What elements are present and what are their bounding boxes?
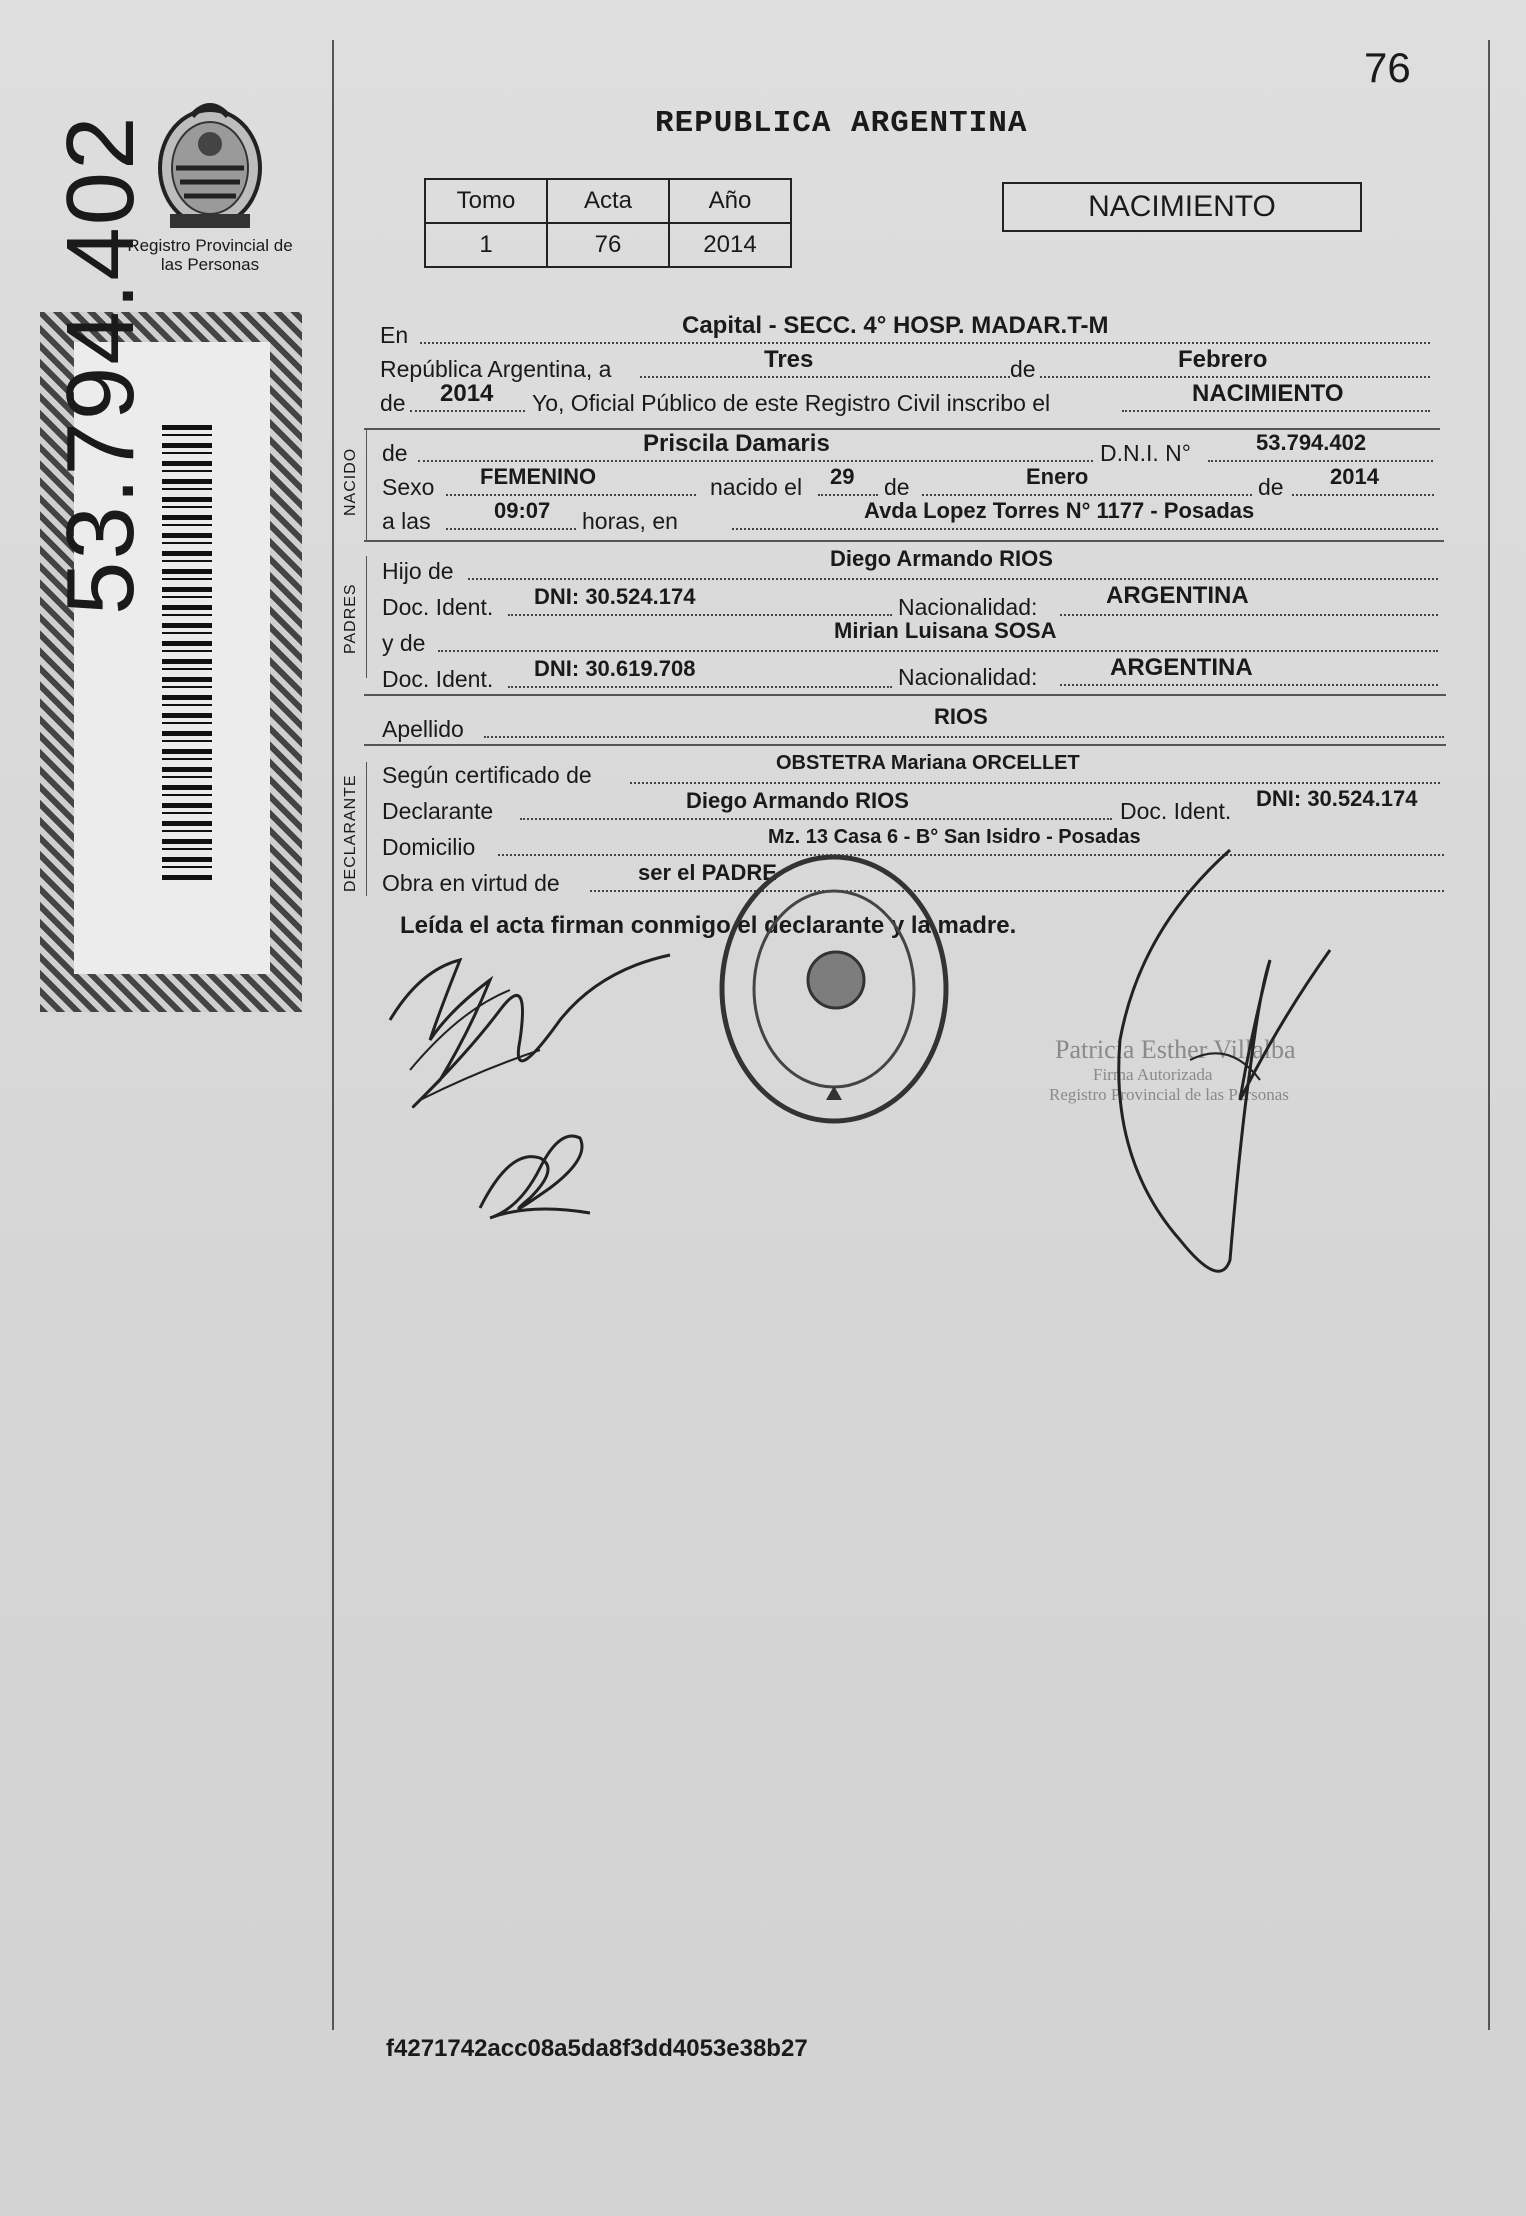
anio-header: Año bbox=[669, 179, 791, 223]
official-title: Firma Autorizada bbox=[1093, 1065, 1213, 1084]
de-label: de bbox=[382, 440, 408, 466]
dotted-line bbox=[446, 528, 576, 530]
child-sex: FEMENINO bbox=[480, 464, 597, 489]
dotted-line bbox=[922, 494, 1252, 496]
declarante-label: Declarante bbox=[382, 798, 494, 824]
registration-year: 2014 bbox=[440, 380, 494, 407]
section-bracket bbox=[366, 762, 367, 896]
dotted-line bbox=[818, 494, 878, 496]
birth-month: Enero bbox=[1026, 464, 1089, 489]
anio-value: 2014 bbox=[669, 223, 791, 267]
dotted-line bbox=[418, 460, 1093, 462]
father-nationality: ARGENTINA bbox=[1106, 582, 1249, 609]
dotted-line bbox=[732, 528, 1438, 530]
child-dni: 53.794.402 bbox=[1256, 430, 1367, 455]
oficial-text: Yo, Oficial Público de este Registro Civil inscribo el bbox=[532, 390, 1051, 416]
dotted-line bbox=[520, 818, 1112, 820]
surname: RIOS bbox=[934, 704, 988, 729]
official-signature bbox=[1100, 840, 1340, 1300]
mother-name: Mirian Luisana SOSA bbox=[834, 618, 1057, 643]
act-reference-table bbox=[424, 178, 792, 268]
de-label: de bbox=[1258, 474, 1284, 500]
dotted-line bbox=[1292, 494, 1434, 496]
mother-dni: DNI: 30.619.708 bbox=[534, 656, 696, 681]
acta-value: 76 bbox=[547, 223, 669, 267]
page-number: 76 bbox=[1364, 44, 1411, 91]
country-title: REPUBLICA ARGENTINA bbox=[655, 106, 1028, 141]
tomo-header: Tomo bbox=[425, 179, 547, 223]
dotted-line bbox=[1122, 410, 1430, 412]
stamp-number: 53.794.402 bbox=[47, 114, 154, 615]
dotted-line bbox=[1208, 460, 1433, 462]
dotted-line bbox=[410, 410, 525, 412]
dotted-line bbox=[630, 782, 1440, 784]
dotted-line bbox=[640, 376, 1010, 378]
section-divider bbox=[364, 694, 1446, 696]
registration-month: Febrero bbox=[1178, 346, 1268, 373]
right-margin-line bbox=[1488, 40, 1490, 2030]
en-label: En bbox=[380, 322, 409, 348]
mother-signature bbox=[470, 1128, 610, 1228]
declarant-relation: ser el PADRE bbox=[638, 860, 777, 885]
tomo-value: 1 bbox=[425, 223, 547, 267]
official-name: Patricia Esther Villalba bbox=[1055, 1035, 1296, 1064]
doc-label: Doc. Ident. bbox=[382, 666, 494, 692]
certificado-label: Según certificado de bbox=[382, 762, 592, 788]
apellido-label: Apellido bbox=[382, 716, 464, 742]
registration-day: Tres bbox=[764, 346, 814, 373]
father-dni: DNI: 30.524.174 bbox=[534, 584, 696, 609]
registration-type: NACIMIENTO bbox=[1192, 380, 1344, 407]
doc-label: Doc. Ident. bbox=[382, 594, 494, 620]
official-org: Registro Provincial de las Personas bbox=[1049, 1085, 1289, 1104]
acta-header: Acta bbox=[547, 179, 669, 223]
alas-label: a las bbox=[382, 508, 431, 534]
dotted-line bbox=[446, 494, 696, 496]
declarant-dni: DNI: 30.524.174 bbox=[1256, 786, 1418, 811]
dotted-line bbox=[508, 686, 892, 688]
dotted-line bbox=[1060, 614, 1438, 616]
certifier: OBSTETRA Mariana ORCELLET bbox=[776, 752, 1080, 774]
obra-label: Obra en virtud de bbox=[382, 870, 560, 896]
de-label: de bbox=[380, 390, 406, 416]
dotted-line bbox=[420, 342, 1430, 344]
horas-label: horas, en bbox=[582, 508, 678, 534]
de-label: de bbox=[1010, 356, 1036, 382]
section-bracket bbox=[366, 556, 367, 678]
document-hash: f4271742acc08a5da8f3dd4053e38b27 bbox=[386, 2035, 808, 2062]
dotted-line bbox=[438, 650, 1438, 652]
dotted-line bbox=[1060, 684, 1438, 686]
domicilio-label: Domicilio bbox=[382, 834, 476, 860]
closing-statement: Leída el acta firman conmigo el declarante y la madre. bbox=[400, 912, 1017, 939]
mother-nationality: ARGENTINA bbox=[1110, 654, 1253, 681]
official-seal-icon bbox=[714, 848, 954, 1130]
sexo-label: Sexo bbox=[382, 474, 435, 500]
birth-time: 09:07 bbox=[494, 498, 551, 523]
nationality-label: Nacionalidad: bbox=[898, 664, 1038, 690]
birth-day: 29 bbox=[830, 464, 855, 489]
dotted-line bbox=[1040, 376, 1430, 378]
birth-place: Avda Lopez Torres N° 1177 - Posadas bbox=[864, 498, 1255, 523]
registry-caption: Registro Provincial de las Personas bbox=[127, 236, 293, 274]
declarant-signature bbox=[380, 950, 680, 1140]
dni-label: D.N.I. N° bbox=[1100, 440, 1191, 466]
child-name: Priscila Damaris bbox=[643, 430, 830, 457]
place-of-registration: Capital - SECC. 4° HOSP. MADAR.T-M bbox=[682, 312, 1109, 339]
nationality-label: Nacionalidad: bbox=[898, 594, 1038, 620]
birth-year: 2014 bbox=[1330, 464, 1379, 489]
section-bracket bbox=[366, 430, 367, 540]
section-divider bbox=[364, 744, 1446, 746]
act-type-box: NACIMIENTO bbox=[1002, 182, 1362, 232]
declarant-name: Diego Armando RIOS bbox=[686, 788, 909, 813]
republica-label: República Argentina, a bbox=[380, 356, 612, 382]
nacido-label: nacido el bbox=[710, 474, 803, 500]
dotted-line bbox=[468, 578, 1438, 580]
father-name: Diego Armando RIOS bbox=[830, 546, 1053, 571]
yde-label: y de bbox=[382, 630, 426, 656]
dotted-line bbox=[508, 614, 892, 616]
declarante-side-label: DECLARANTE bbox=[342, 774, 359, 892]
doc-label: Doc. Ident. bbox=[1120, 798, 1232, 824]
provincial-crest-icon bbox=[140, 96, 280, 232]
dotted-line bbox=[484, 736, 1444, 738]
declarant-address: Mz. 13 Casa 6 - B° San Isidro - Posadas bbox=[768, 826, 1141, 848]
stamp-barcode bbox=[162, 425, 212, 880]
nacido-side-label: NACIDO bbox=[342, 447, 359, 516]
left-margin-line bbox=[332, 40, 334, 2030]
hijo-label: Hijo de bbox=[382, 558, 454, 584]
de-label: de bbox=[884, 474, 910, 500]
padres-side-label: PADRES bbox=[342, 583, 359, 654]
section-divider bbox=[364, 540, 1444, 542]
